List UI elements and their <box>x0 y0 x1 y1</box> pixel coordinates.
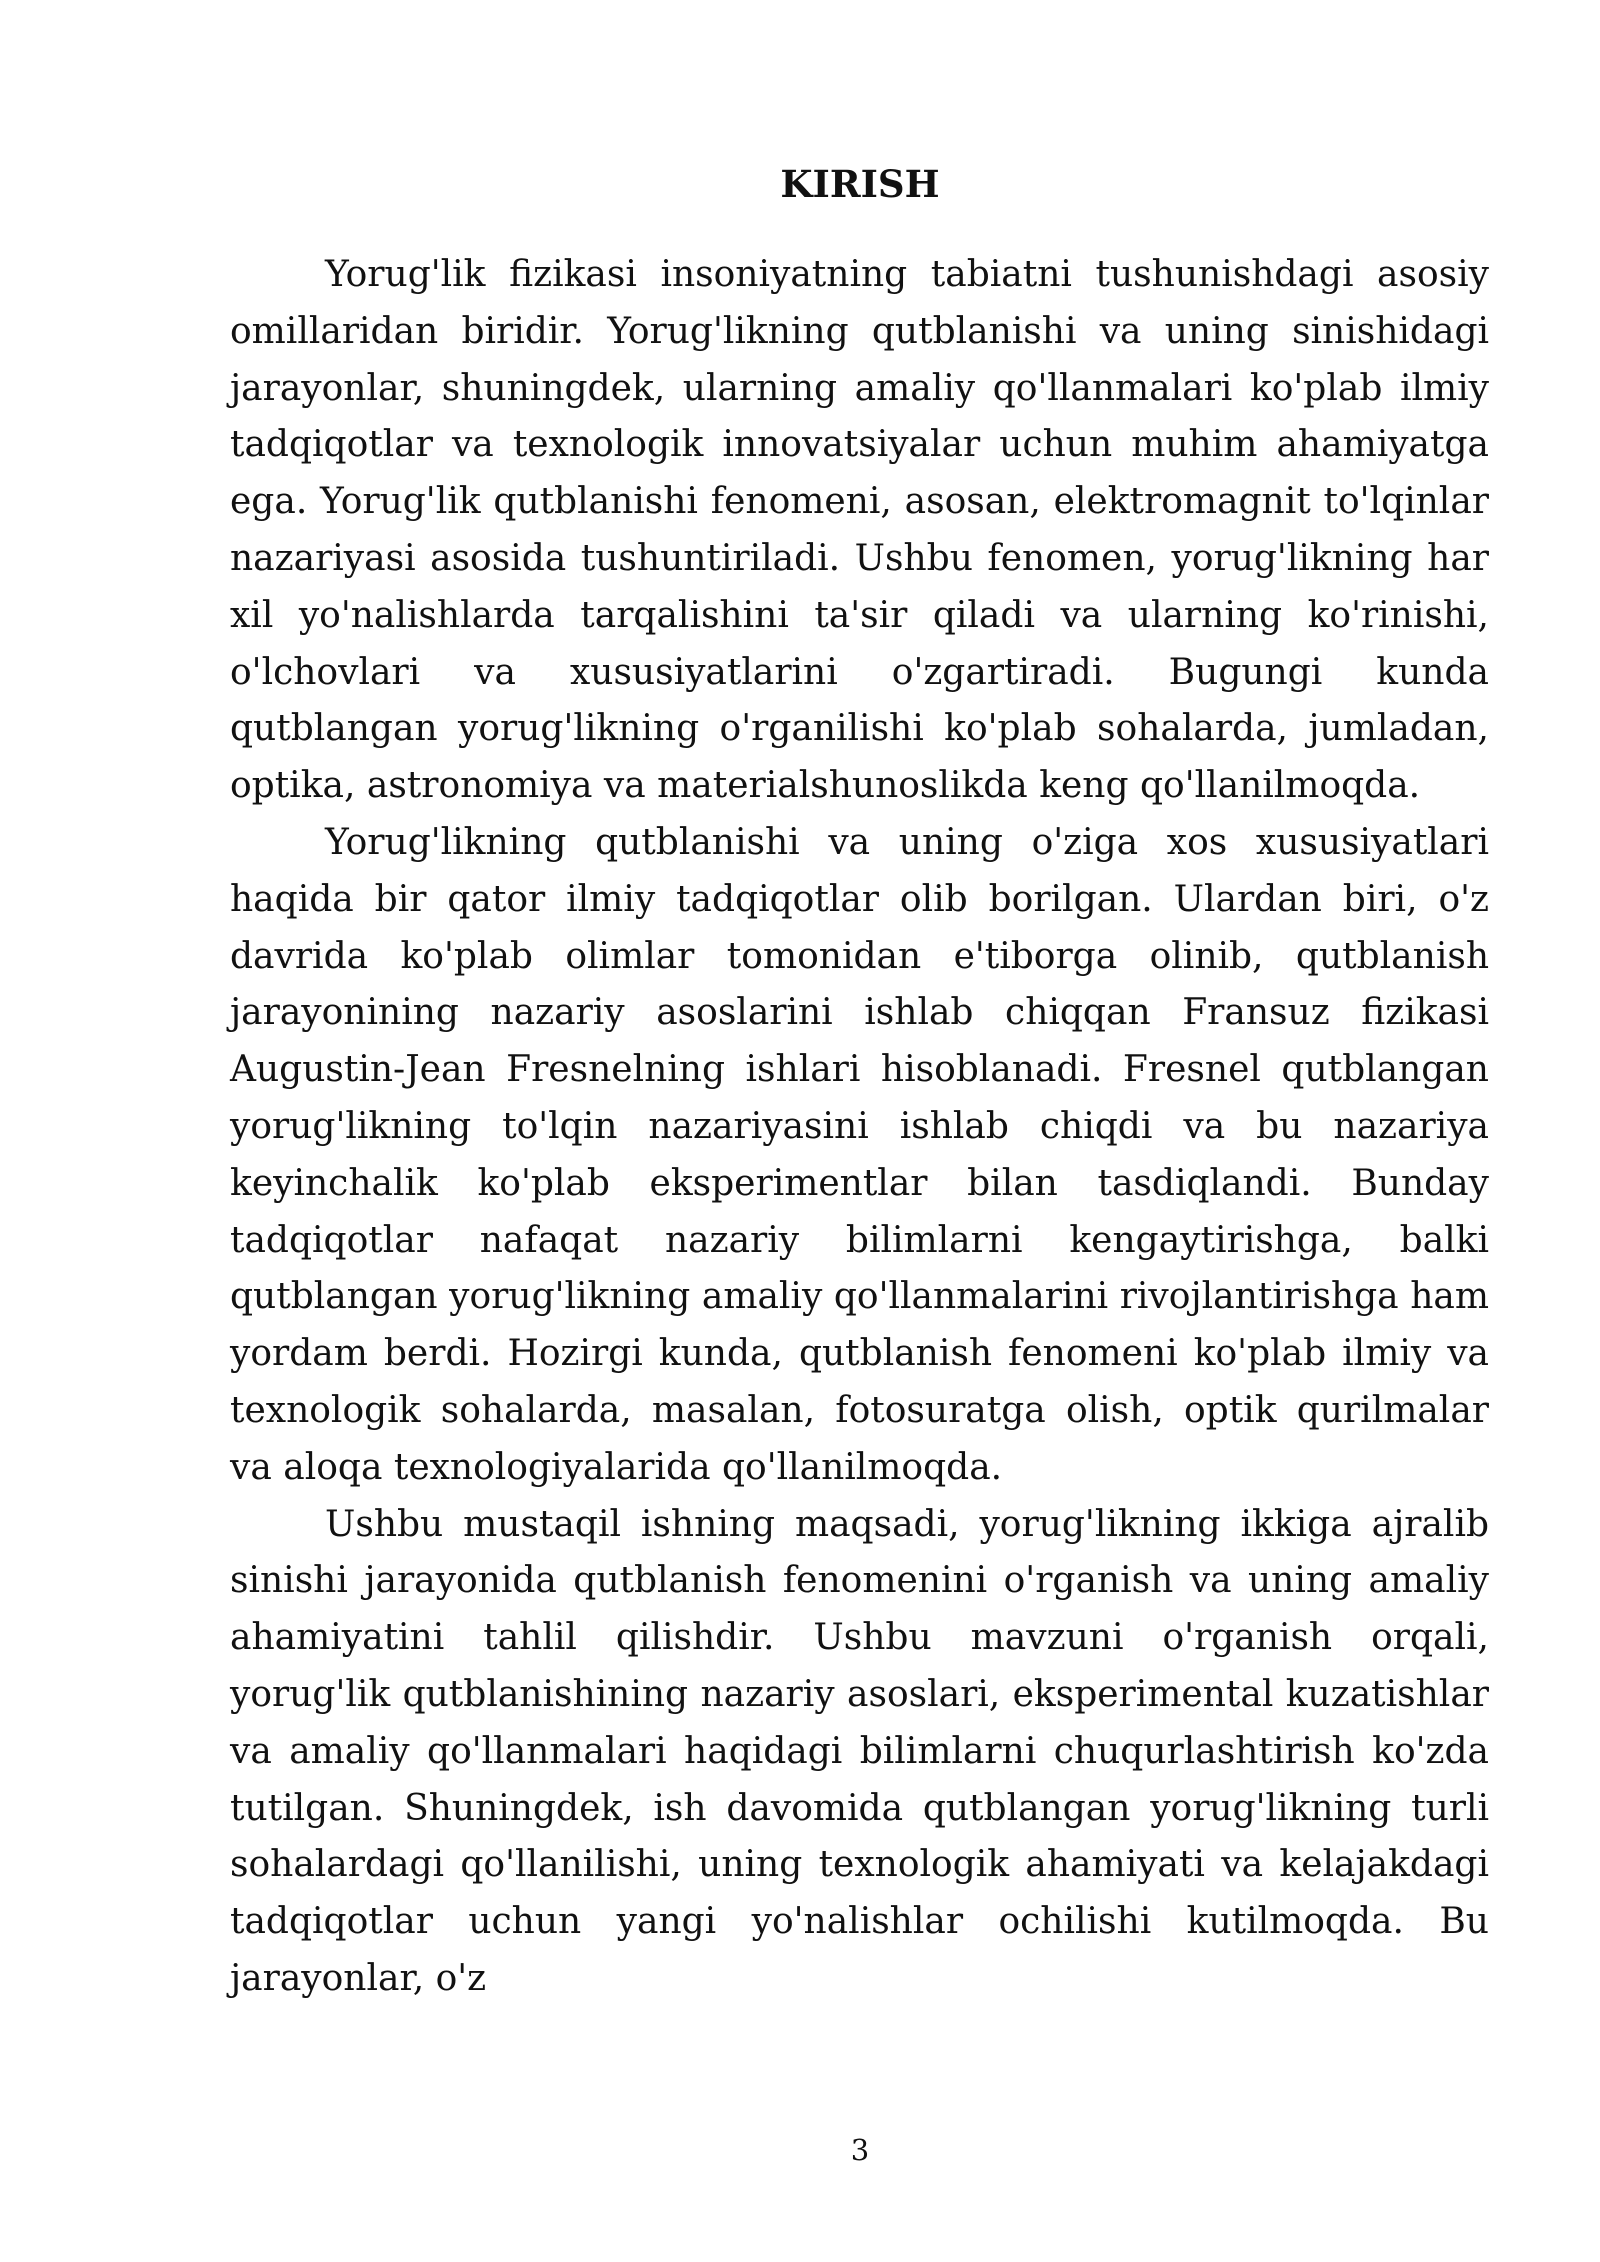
paragraph-2: Yorug'likning qutblanishi va uning o'ziga xos xususiyatlari haqida bir qator ilmiy tadqiqotlar olib borilgan. Ulardan biri, o'z davrida ko'plab olimlar tomonidan e'tiborga olinib, qutblanish jarayonining nazariy asoslarini ishlab chiqqan Fransuz fizikasi Augustin-Jean Fresnelning ishlari hisoblanadi. Fresnel qutblangan yorug'likning to'lqin nazariyasini ishlab chiqdi va bu nazariya keyinchalik ko'plab eksperimentlar bilan tasdiqlandi. Bunday tadqiqotlar nafaqat nazariy bilimlarni kengaytirishga, balki qutblangan yorug'likning amaliy qo'llanmalarini rivojlantirishga ham yordam berdi. Hozirgi kunda, qutblanish fenomeni ko'plab ilmiy va texnologik sohalarda, masalan, fotosuratga olish, optik qurilmalar va aloqa texnologiyalarida qo'llanilmoqda. <box>230 821 1489 1488</box>
document-body <box>230 247 1489 2008</box>
paragraph-1: Yorug'lik fizikasi insoniyatning tabiatni tushunishdagi asosiy omillaridan biridir. Yorug'likning qutblanishi va uning sinishidagi jarayonlar, shuningdek, ularning amaliy qo'llanmalari ko'plab ilmiy tadqiqotlar va texnologik innovatsiyalar uchun muhim ahamiyatga ega. Yorug'lik qutblanishi fenomeni, asosan, elektromagnit to'lqinlar nazariyasi asosida tushuntiriladi. Ushbu fenomen, yorug'likning har xil yo'nalishlarda tarqalishini ta'sir qiladi va ularning ko'rinishi, o'lchovlari va xususiyatlarini o'zgartiradi. Bugungi kunda qutblangan yorug'likning o'rganilishi ko'plab sohalarda, jumladan, optika, astronomiya va materialshunoslikda keng qo'llanilmoqda. <box>230 254 1489 807</box>
page-number: 3 <box>850 2133 870 2167</box>
paragraph-3: Ushbu mustaqil ishning maqsadi, yorug'likning ikkiga ajralib sinishi jarayonida qutblanish fenomenini o'rganish va uning amaliy ahamiyatini tahlil qilishdir. Ushbu mavzuni o'rganish orqali, yorug'lik qutblanishining nazariy asoslari, eksperimental kuzatishlar va amaliy qo'llanmalari haqidagi bilimlarni chuqurlashtirish ko'zda tutilgan. Shuningdek, ish davomida qutblangan yorug'likning turli sohalardagi qo'llanilishi, uning texnologik ahamiyati va kelajakdagi tadqiqotlar uchun yangi yo'nalishlar ochilishi kutilmoqda. Bu jarayonlar, o'z <box>230 1503 1489 1999</box>
section-title: KIRISH <box>780 162 940 206</box>
